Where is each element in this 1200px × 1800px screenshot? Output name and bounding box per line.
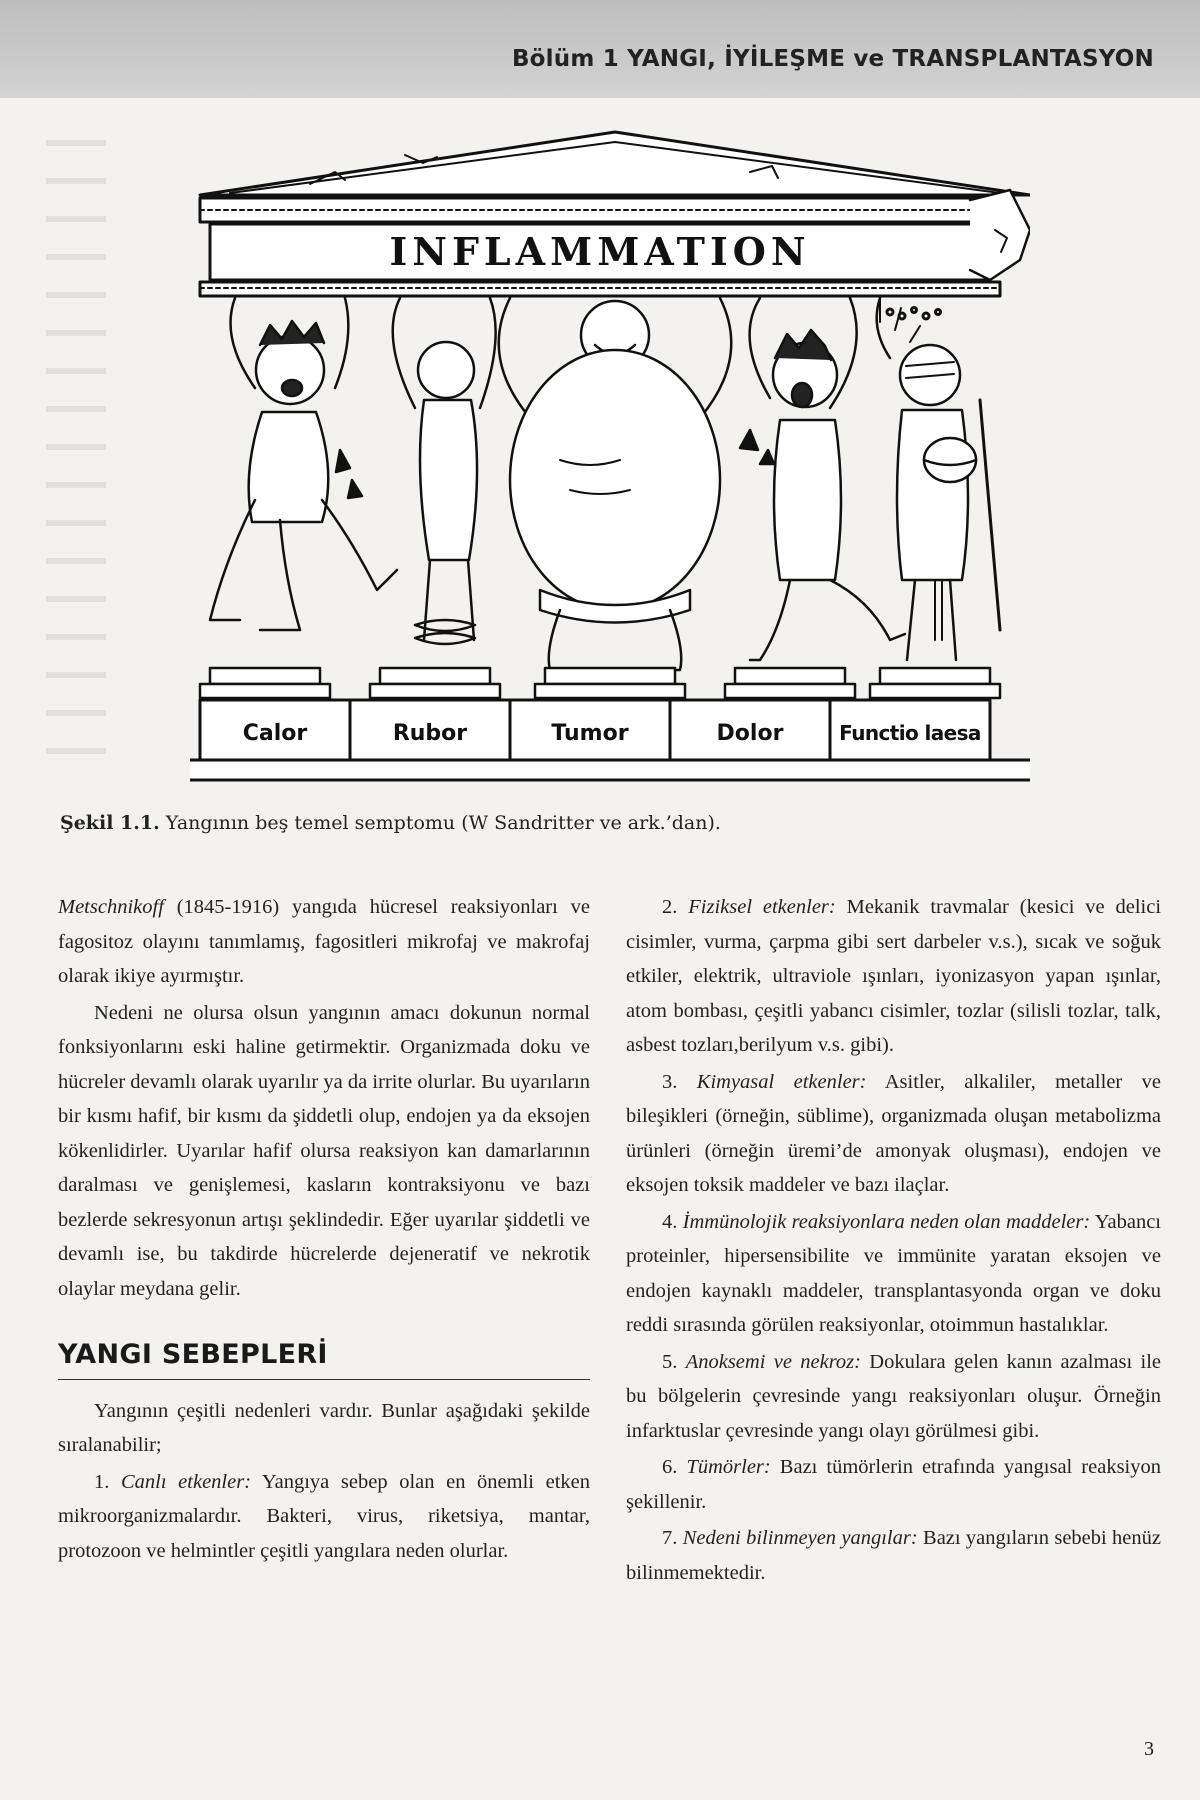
chapter-title: Bölüm 1 YANGI, İYİLEŞME ve TRANSPLANTASYON	[511, 46, 1154, 72]
figure-caption-text: Yangının beş temel semptomu (W Sandritter ve ark.’dan).	[165, 812, 721, 834]
list-item-text: Bazı yangıların sebebi henüz bilinmemektedir.	[626, 1527, 1162, 1584]
inflammation-temple-figure	[190, 120, 1030, 800]
pillar-label-tumor: Tumor	[551, 721, 629, 746]
list-item-text: Dokulara gelen kanın azalması ile bu bölgelerin çevresinde yangı reaksiyonları oluşur. Örneğin infarktuslar çevresinde yangı olayı görülmesi gibi.	[626, 1350, 1161, 1442]
pedestals	[200, 668, 1000, 698]
paragraph-metschnikoff	[58, 890, 590, 994]
list-item-text: Yangıya sebep olan en önemli etken mikroorganizmalardır. Bakteri, virus, riketsiya, mantar, protozoon ve helmintler çeşitli yangılara neden olurlar.	[58, 1470, 591, 1562]
pillar-label-rubor: Rubor	[392, 721, 468, 746]
figure-tumor	[499, 298, 732, 670]
pillar-label-dolor: Dolor	[716, 721, 784, 746]
paragraph-nedenler: Yangının çeşitli nedenleri vardır. Bunlar aşağıdaki şekilde sıralanabilir;	[58, 1399, 590, 1456]
paragraph-yangi-amaci: Nedeni ne olursa olsun yangının amacı dokunun normal fonksiyonlarını eski haline getirmektir. Organizmada doku ve hücreler devamlı olarak uyarılır ya da irrite olurlar. Bu uyarıların bir kısmı hafif, bir kısmı da şiddetli olup, endojen ya da eksojen kökenlidirler. Uyarılar hafif olursa reaksiyon kan damarlarının daralması ve genişlemesi, kasların kontraksiyonu ve bazı bezlerde sekresyonun artışı şeklindedir. Eğer uyarılar şiddetli ve devamlı ise, bu takdirde hücrelerde dejeneratif ve nekrotik olaylar meydana gelir.	[58, 1001, 590, 1300]
bleed-through-shadow	[46, 140, 106, 780]
list-number: 6.	[662, 1456, 678, 1478]
list-item-tumorler	[626, 1450, 1161, 1519]
list-item-canli-etkenler	[58, 1465, 590, 1569]
list-item-label: Kimyasal etkenler:	[696, 1070, 867, 1093]
list-item-label: Anoksemi ve nekroz:	[685, 1350, 861, 1373]
figure-calor	[210, 298, 397, 630]
list-item-text: Yabancı proteinler, hipersensibilite ve immünite yaratan eksojen ve endojen kaynaklı maddeler, transplantasyonda organ ve doku reddi sırasında görülen reaksiyonlar, otoimmun hastalıklar.	[626, 1210, 1161, 1336]
list-item-label: Canlı etkenler:	[121, 1470, 252, 1493]
list-item-fiziksel-etkenler	[626, 890, 1161, 1063]
section-heading-yangi-sebepleri: YANGI SEBEPLERİ	[58, 1338, 590, 1380]
figure-rubor	[393, 298, 496, 644]
inflammation-banner-text: INFLAMMATION	[389, 229, 811, 274]
metschnikoff-text: (1845-1916) yangıda hücresel reaksiyonları ve fagositoz olayını tanımlamış, fagositleri mikrofaj ve makrofaj olarak ikiye ayırmıştır.	[58, 896, 590, 987]
list-item-label: Tümörler:	[686, 1456, 771, 1478]
list-item-text: Mekanik travmalar (kesici ve delici cisimler, vurma, çarpma gibi sert darbeler v.s.), sıcak ve soğuk etkiler, elektrik, ultraviole ışınları, iyonizasyon yapan ışınlar, atom bombası, çeşitli yabancı cisimler, tozlar (silisli tozlar, talk, asbest tozları,berilyum v.s. gibi).	[626, 896, 1162, 1056]
temple-plinth	[190, 760, 1030, 780]
list-item-anoksemi	[626, 1345, 1161, 1449]
list-item-text: Bazı tümörlerin etrafında yangısal reaksiyon şekillenir.	[626, 1456, 1161, 1513]
list-number: 2.	[662, 896, 678, 918]
list-item-kimyasal-etkenler	[626, 1065, 1161, 1203]
right-text-column	[626, 890, 1161, 1590]
list-item-immunolojik	[626, 1205, 1161, 1343]
figure-dolor	[740, 298, 920, 660]
list-item-label: İmmünolojik reaksiyonlara neden olan maddeler:	[682, 1210, 1091, 1233]
list-number: 5.	[662, 1350, 678, 1373]
figure-functio-laesa	[877, 298, 1000, 660]
list-number: 4.	[662, 1210, 678, 1233]
list-item-nedeni-bilinmeyen	[626, 1521, 1161, 1590]
figure-caption-label: Şekil 1.1.	[60, 812, 160, 834]
metschnikoff-name: Metschnikoff	[58, 896, 164, 918]
page-number: 3	[1144, 1738, 1154, 1760]
list-item-text: Asitler, alkaliler, metaller ve bileşikleri (örneğin, süblime), organizmada oluşan metabolizma ürünleri (örneğin üremi’de amonyak oluşması), endojen ve eksojen toksik maddeler ve bazı ilaçlar.	[626, 1070, 1161, 1196]
left-text-column	[58, 890, 590, 1568]
list-number: 1.	[94, 1470, 110, 1493]
list-item-label: Fiziksel etkenler:	[688, 896, 836, 918]
pillar-label-calor: Calor	[242, 721, 308, 746]
list-number: 7.	[662, 1527, 678, 1549]
list-item-label: Nedeni bilinmeyen yangılar:	[682, 1527, 918, 1549]
pillar-label-functio-laesa: Functio laesa	[839, 721, 981, 745]
list-number: 3.	[662, 1070, 678, 1093]
figure-caption	[60, 812, 721, 834]
